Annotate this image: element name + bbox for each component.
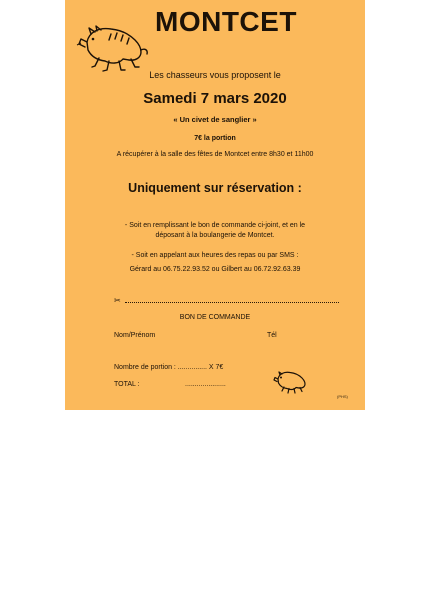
phone-field-label: Tél: [267, 332, 277, 339]
scissors-icon: ✂: [114, 296, 121, 305]
boar-icon: [75, 14, 155, 74]
contact-phones: Gérard au 06.75.22.93.52 ou Gilbert au 06.72.92.63.39: [129, 266, 301, 273]
option-line: déposant à la boulangerie de Montcet.: [155, 232, 275, 239]
pickup-info: A récupérer à la salle des fêtes de Montcet entre 8h30 et 11h00: [116, 151, 314, 158]
order-form-heading: BON DE COMMANDE: [179, 314, 251, 321]
total-field-dots: .....................: [185, 381, 226, 388]
total-field-label: TOTAL :: [114, 381, 140, 388]
dish-name: « Un civet de sanglier »: [173, 115, 257, 124]
price-text: 7€ la portion: [194, 135, 236, 142]
page-title: MONTCET: [155, 6, 297, 37]
reservation-heading: Uniquement sur réservation :: [128, 181, 302, 195]
intro-text: Les chasseurs vous proposent le: [149, 70, 281, 80]
boar-icon: [272, 364, 312, 396]
cut-line: [125, 302, 339, 303]
name-field-label: Nom/Prénom: [114, 332, 156, 339]
option-line: - Soit en appelant aux heures des repas ou par SMS :: [131, 252, 299, 259]
flyer-sheet: [65, 0, 365, 410]
option-line: - Soit en remplissant le bon de commande ci-joint, et en le: [124, 222, 306, 229]
portions-field-label: Nombre de portion : ............... X 7€: [114, 364, 224, 371]
event-date: Samedi 7 mars 2020: [143, 90, 287, 107]
stamp-text: (PHS): [337, 394, 348, 399]
